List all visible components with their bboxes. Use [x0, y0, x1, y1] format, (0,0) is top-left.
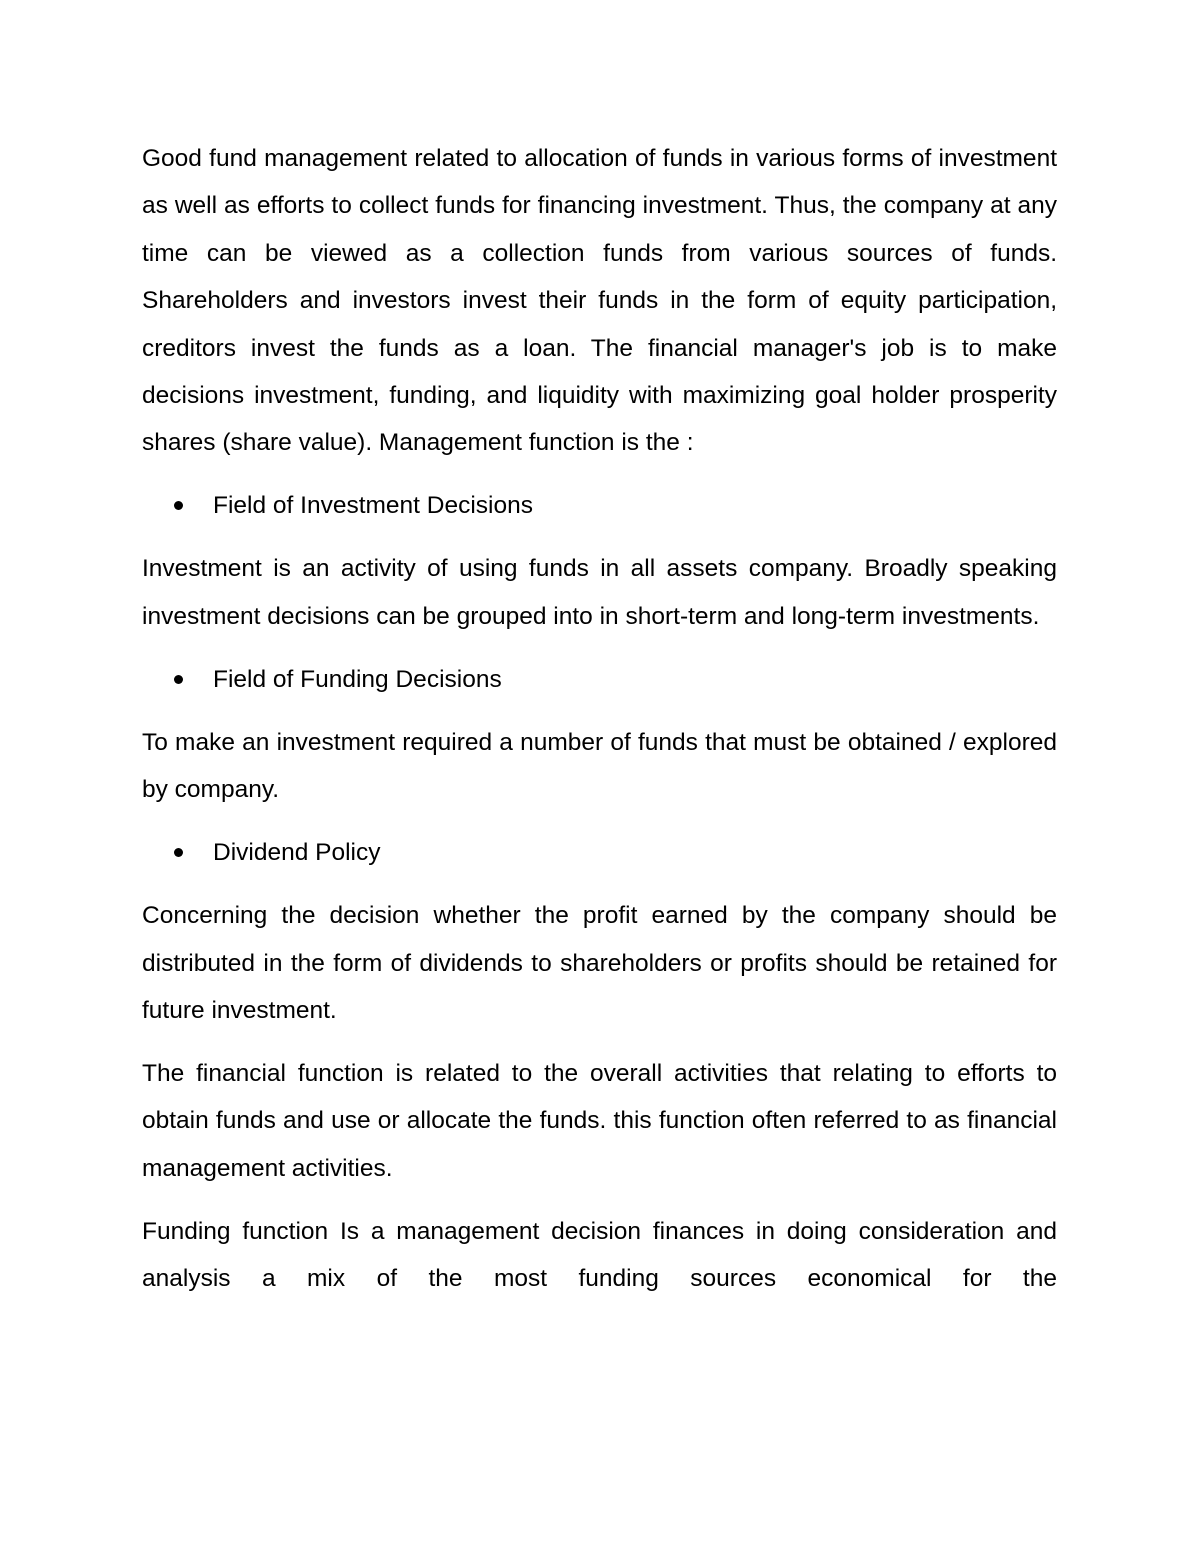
paragraph-fund-management: Good fund management related to allocation of funds in various forms of investment as well as efforts to collect funds for financing investment. Thus, the company at any time can be viewed as a collection funds from various sources of funds. Shareholders and investors invest their funds in the form of equity participation, creditors invest the funds as a loan. The financial manager's job is to make decisions investment, funding, and liquidity with maximizing goal holder prosperity shares (share value). Management function is the :	[142, 145, 1057, 457]
bullet-label: Field of Investment Decisions	[213, 492, 533, 520]
paragraph-dividend: Concerning the decision whether the profit earned by the company should be distributed in the form of dividends to shareholders or profits should be retained for future investment.	[142, 902, 1057, 1025]
bullet-item-funding-decisions	[142, 656, 1057, 703]
bullet-icon	[174, 848, 183, 857]
paragraph-funding-function: Funding function Is a management decision finances in doing consideration and analysis a mix of the most funding sources economical for the	[142, 1217, 1057, 1293]
paragraph-investment: Investment is an activity of using funds in all assets company. Broadly speaking investment decisions can be grouped into in short-term and long-term investments.	[142, 555, 1057, 630]
bullet-item-investment-decisions	[142, 482, 1057, 529]
bullet-icon	[174, 501, 183, 510]
document-body	[142, 135, 1057, 1318]
paragraph-funding: To make an investment required a number of funds that must be obtained / explored by company.	[142, 728, 1057, 804]
bullet-label: Field of Funding Decisions	[213, 665, 502, 693]
bullet-label: Dividend Policy	[213, 839, 381, 867]
bullet-item-dividend-policy	[142, 829, 1057, 876]
bullet-icon	[174, 675, 183, 684]
paragraph-financial-function: The financial function is related to the overall activities that relating to efforts to obtain funds and use or allocate the funds. this function often referred to as financial management activities.	[142, 1060, 1057, 1182]
